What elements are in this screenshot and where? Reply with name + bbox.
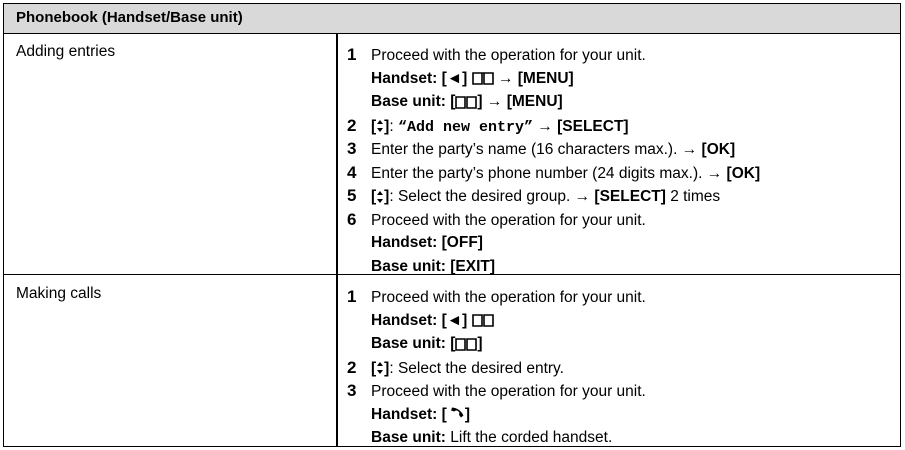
phonebook-icon [472,313,494,327]
step-6-handset: Handset: [OFF] [371,234,483,251]
feature-name: Making calls [16,285,102,302]
step-5: 5 [ ]: Select the desired group. → [SELECT] 2 times [347,186,721,205]
step-1: 1 Proceed with the operation for your unit. [347,45,646,64]
step-3-handset: Handset: [ ] [371,405,470,423]
step-4: 4 Enter the party’s phone number (24 digits max.). → [OK] [347,162,761,182]
step-1-base: Base unit: [ ] [371,335,483,352]
step-1-handset: Handset: [◄] [347,309,894,333]
table-header [4,4,900,34]
step-3: 3 Enter the party’s name (16 characters max.). → [OK] [347,139,736,158]
step-2: 2 [ ]: Select the desired entry. [347,357,564,377]
step-6: 6 Proceed with the operation for your unit. [347,209,646,229]
steps-list [347,285,894,450]
phonebook-table [3,3,901,447]
feature-name: Adding entries [16,43,116,60]
phonebook-icon [472,71,494,85]
phonebook-icon [455,337,477,351]
step-2: 2 [ ]: “Add new entry” → [SELECT] [347,115,629,136]
step-1-base: Base unit: [ ] → [MENU] [371,93,563,110]
table-row-making-calls [4,276,900,446]
table-title: Phonebook (Handset/Base unit) [16,9,243,26]
talk-handset-icon [447,407,465,421]
step-1-handset: Handset: [◄] → [MENU] [371,69,574,87]
table-row-adding-entries [4,34,900,275]
steps-list [347,43,894,278]
navigator-up-down-icon [376,119,384,133]
step-1: 1 Proceed with the operation for your unit. [347,287,646,306]
navigator-up-down-icon [376,190,384,204]
phonebook-icon [455,95,477,109]
step-6-base: Base unit: [EXIT] [371,257,496,275]
navigator-up-down-icon [376,361,384,375]
step-3: 3 Proceed with the operation for your unit. [347,381,646,400]
step-3-base: Base unit: Lift the corded handset. [371,429,613,446]
